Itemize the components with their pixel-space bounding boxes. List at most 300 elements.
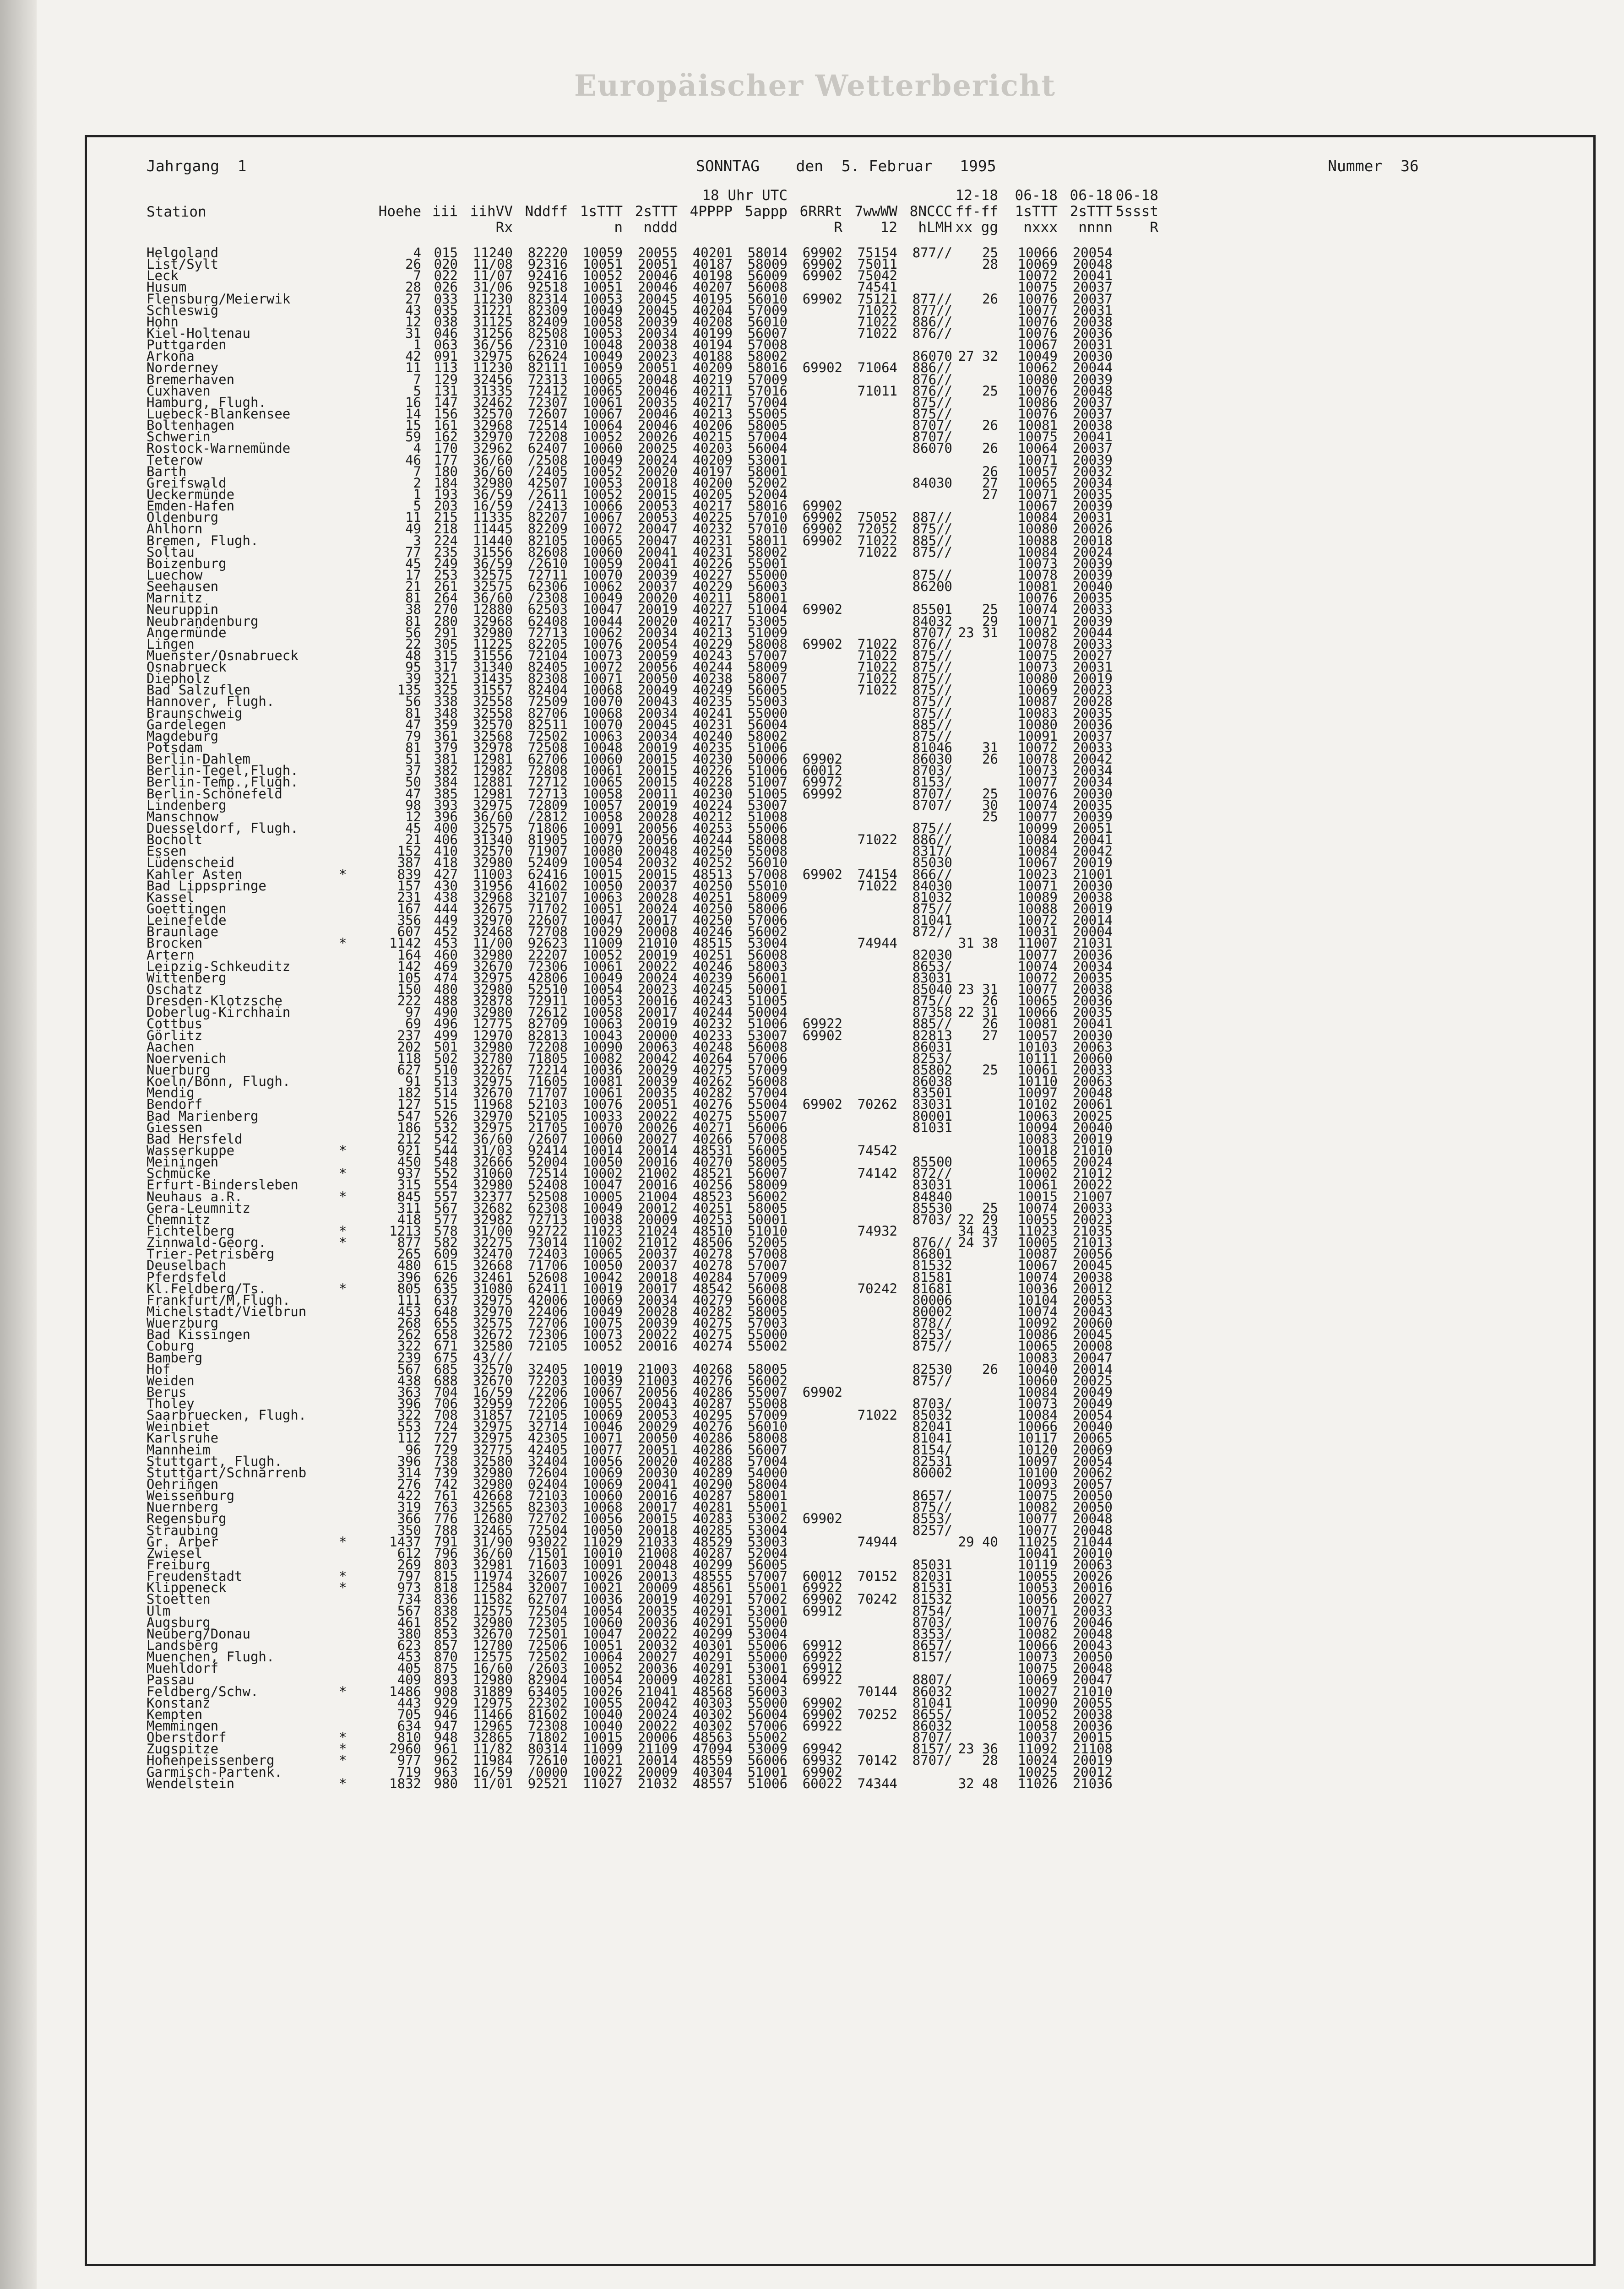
cell-nddff: 72708: [494, 926, 568, 938]
cell-iihvv: 12981: [440, 754, 513, 765]
cell-s1: 11009: [549, 938, 623, 949]
cell-t2: 20019: [1039, 1134, 1113, 1145]
cell-p4: 40217: [659, 397, 733, 408]
cell-a5: 57006: [714, 1720, 788, 1732]
cell-nddff: 72712: [494, 776, 568, 788]
cell-n8: 875//: [879, 708, 952, 719]
cell-hoehe: 276: [348, 1479, 421, 1490]
cell-t1: 10076: [984, 408, 1058, 420]
station-name: Schwerin: [147, 431, 211, 443]
cell-r6: 69902: [769, 1513, 842, 1524]
cell-s2: 21004: [604, 1191, 678, 1203]
cell-iii: 453: [385, 938, 458, 949]
cell-iii: 385: [385, 788, 458, 800]
cell-nddff: 81905: [494, 834, 568, 846]
cell-t1: 10077: [984, 949, 1058, 961]
cell-s2: 20037: [604, 1248, 678, 1260]
column-header-line: 1sTTT: [966, 204, 1058, 220]
cell-p4: 40187: [659, 259, 733, 270]
cell-nddff: 62308: [494, 1203, 568, 1214]
cell-n8: 8703/: [879, 1398, 952, 1410]
cell-t1: 10120: [984, 1444, 1058, 1456]
cell-t2: 20034: [1039, 776, 1113, 788]
cell-s2: 20009: [604, 1674, 678, 1686]
cell-iii: 400: [385, 823, 458, 834]
cell-iihvv: 43///: [440, 1352, 513, 1364]
cell-iihvv: 32377: [440, 1191, 513, 1203]
cell-s1: 10054: [549, 1606, 623, 1617]
cell-w7: 71022: [824, 1410, 897, 1421]
cell-t2: 21012: [1039, 1168, 1113, 1179]
cell-a5: 56008: [714, 1041, 788, 1053]
cell-t1: 10072: [984, 270, 1058, 282]
cell-hoehe: 921: [348, 1145, 421, 1156]
cell-s2: 20022: [604, 1628, 678, 1640]
cell-iihvv: 32575: [440, 581, 513, 592]
cell-iihvv: 36/60: [440, 455, 513, 466]
cell-s1: 10036: [549, 1594, 623, 1605]
cell-s2: 20018: [604, 1272, 678, 1283]
cell-hoehe: 453: [348, 1651, 421, 1663]
cell-s2: 20023: [604, 351, 678, 362]
cell-hoehe: 21: [348, 581, 421, 592]
cell-w7: 70262: [824, 1099, 897, 1110]
station-name: Klippeneck: [147, 1582, 227, 1594]
cell-p4: 40253: [659, 823, 733, 834]
cell-iihvv: 32670: [440, 1628, 513, 1640]
station-name: Gera-Leumnitz: [147, 1203, 250, 1214]
cell-iii: 544: [385, 1145, 458, 1156]
cell-iihvv: 11582: [440, 1594, 513, 1605]
cell-nddff: 80314: [494, 1743, 568, 1755]
station-name: Manschnow: [147, 811, 218, 823]
cell-a5: 56002: [714, 1375, 788, 1387]
cell-t2: 20037: [1039, 408, 1113, 420]
cell-iii: 315: [385, 650, 458, 662]
cell-s2: 20034: [604, 328, 678, 339]
cell-nddff: 72713: [494, 788, 568, 800]
mountain-station-marker: *: [339, 1237, 347, 1248]
cell-p4: 40232: [659, 1018, 733, 1030]
cell-s2: 20029: [604, 1421, 678, 1432]
cell-w7: 75154: [824, 247, 897, 259]
cell-r6: 69902: [769, 869, 842, 880]
cell-p4: 40285: [659, 1525, 733, 1536]
station-name: Helgoland: [147, 247, 218, 259]
cell-n8: 82030: [879, 949, 952, 961]
cell-s2: 20009: [604, 1582, 678, 1594]
cell-n8: 86070: [879, 443, 952, 454]
cell-s1: 10046: [549, 1421, 623, 1432]
cell-nddff: 71702: [494, 903, 568, 915]
cell-n8: 81531: [879, 1582, 952, 1594]
cell-t1: 10084: [984, 1410, 1058, 1421]
cell-ff: 23 31: [925, 984, 998, 995]
station-name: Osnabrueck: [147, 662, 227, 673]
station-name: Soltau: [147, 547, 195, 558]
cell-hoehe: 810: [348, 1732, 421, 1743]
cell-a5: 51006: [714, 1778, 788, 1790]
cell-n8: 875//: [879, 662, 952, 673]
cell-iihvv: 32970: [440, 915, 513, 926]
cell-t1: 10037: [984, 1732, 1058, 1743]
cell-iii: 738: [385, 1456, 458, 1467]
cell-s1: 10051: [549, 259, 623, 270]
mountain-station-marker: *: [339, 869, 347, 880]
station-name: Ahlhorn: [147, 523, 202, 535]
cell-t1: 10100: [984, 1467, 1058, 1479]
cell-t2: 21013: [1039, 1237, 1113, 1248]
cell-iii: 724: [385, 1421, 458, 1432]
cell-hoehe: 1: [348, 339, 421, 351]
cell-iihvv: 16/59: [440, 1767, 513, 1778]
station-name: Straubing: [147, 1525, 218, 1536]
cell-a5: 56005: [714, 684, 788, 696]
cell-nddff: 72711: [494, 570, 568, 581]
station-name: Leck: [147, 270, 179, 282]
cell-nddff: 72306: [494, 1329, 568, 1340]
cell-iii: 788: [385, 1525, 458, 1536]
cell-t2: 20048: [1039, 385, 1113, 397]
cell-iihvv: 32267: [440, 1064, 513, 1076]
cell-a5: 56008: [714, 1295, 788, 1306]
cell-hoehe: 142: [348, 961, 421, 972]
cell-t1: 10110: [984, 1076, 1058, 1087]
cell-nddff: 72508: [494, 742, 568, 754]
cell-s1: 10048: [549, 339, 623, 351]
cell-t2: 20026: [1039, 523, 1113, 535]
cell-s1: 10069: [549, 1479, 623, 1490]
cell-s2: 20019: [604, 800, 678, 811]
cell-t2: 20030: [1039, 351, 1113, 362]
cell-t1: 10071: [984, 1606, 1058, 1617]
cell-iii: 325: [385, 684, 458, 696]
cell-hoehe: 96: [348, 1444, 421, 1456]
cell-s2: 20034: [604, 627, 678, 639]
cell-a5: 55000: [714, 1698, 788, 1709]
cell-t2: 20035: [1039, 800, 1113, 811]
cell-s1: 10059: [549, 362, 623, 374]
cell-s2: 20016: [604, 1340, 678, 1352]
cell-nddff: 82207: [494, 512, 568, 523]
station-name: Wuerzburg: [147, 1318, 218, 1329]
cell-hoehe: 356: [348, 915, 421, 926]
column-header-line: Rx: [421, 220, 513, 236]
cell-t2: 20038: [1039, 1272, 1113, 1283]
column-header-line: 06-18: [1067, 188, 1158, 204]
cell-t1: 10067: [984, 857, 1058, 868]
cell-w7: 71022: [824, 535, 897, 547]
cell-hoehe: 627: [348, 1064, 421, 1076]
cell-t2: 20041: [1039, 431, 1113, 443]
cell-iihvv: 32580: [440, 1340, 513, 1352]
cell-p4: 40246: [659, 961, 733, 972]
cell-iihvv: 11445: [440, 523, 513, 535]
cell-s1: 10082: [549, 1053, 623, 1064]
cell-iii: 803: [385, 1559, 458, 1571]
cell-w7: 74541: [824, 282, 897, 293]
cell-p4: 40281: [659, 1674, 733, 1686]
cell-s1: 11027: [549, 1778, 623, 1790]
cell-iihvv: 32570: [440, 719, 513, 731]
cell-t2: 21001: [1039, 869, 1113, 880]
mountain-station-marker: *: [339, 1743, 347, 1755]
cell-t1: 10052: [984, 1709, 1058, 1720]
cell-iihvv: 16/59: [440, 500, 513, 512]
cell-t1: 10065: [984, 1156, 1058, 1168]
cell-p4: 40291: [659, 1594, 733, 1605]
cell-iihvv: 32980: [440, 1467, 513, 1479]
cell-a5: 58009: [714, 662, 788, 673]
cell-iii: 963: [385, 1767, 458, 1778]
cell-a5: 56007: [714, 328, 788, 339]
station-name: Berlin-Tegel,Flugh.: [147, 765, 299, 776]
cell-t1: 10084: [984, 512, 1058, 523]
cell-p4: 40239: [659, 972, 733, 984]
cell-t1: 10005: [984, 1237, 1058, 1248]
cell-a5: 57008: [714, 1248, 788, 1260]
cell-hoehe: 634: [348, 1720, 421, 1732]
cell-p4: 40194: [659, 339, 733, 351]
cell-s2: 21002: [604, 1168, 678, 1179]
cell-a5: 51006: [714, 1018, 788, 1030]
cell-iii: 393: [385, 800, 458, 811]
cell-hoehe: 202: [348, 1041, 421, 1053]
mountain-station-marker: *: [339, 1191, 347, 1203]
cell-nddff: 62707: [494, 1594, 568, 1605]
cell-s2: 21003: [604, 1364, 678, 1375]
cell-r6: 69912: [769, 1663, 842, 1674]
cell-s2: 20009: [604, 1214, 678, 1226]
cell-r6: 69902: [769, 523, 842, 535]
cell-t2: 20031: [1039, 662, 1113, 673]
cell-nddff: 72809: [494, 800, 568, 811]
cell-p4: 40290: [659, 1479, 733, 1490]
cell-hoehe: 212: [348, 1134, 421, 1145]
cell-s1: 10049: [549, 351, 623, 362]
cell-t1: 10084: [984, 547, 1058, 558]
cell-iii: 499: [385, 1030, 458, 1041]
cell-a5: 55007: [714, 1111, 788, 1122]
cell-s1: 10051: [549, 1640, 623, 1651]
cell-s1: 10079: [549, 834, 623, 846]
cell-s1: 10060: [549, 754, 623, 765]
cell-p4: 40256: [659, 1179, 733, 1191]
cell-p4: 40217: [659, 616, 733, 627]
cell-w7: 71011: [824, 385, 897, 397]
cell-iii: 022: [385, 270, 458, 282]
cell-s2: 20000: [604, 1030, 678, 1041]
cell-a5: 58008: [714, 639, 788, 650]
cell-t2: 21007: [1039, 1191, 1113, 1203]
cell-t2: 20037: [1039, 731, 1113, 742]
station-name: Landsberg: [147, 1640, 218, 1651]
cell-iihvv: 32980: [440, 1007, 513, 1018]
cell-iii: 870: [385, 1651, 458, 1663]
cell-n8: 82531: [879, 1456, 952, 1467]
cell-iihvv: 36/60: [440, 1134, 513, 1145]
cell-p4: 40217: [659, 500, 733, 512]
cell-ff: 24 37: [925, 1237, 998, 1248]
cell-n8: 872//: [879, 1168, 952, 1179]
cell-s1: 10070: [549, 1122, 623, 1134]
cell-iii: 406: [385, 834, 458, 846]
cell-s1: 10060: [549, 1490, 623, 1502]
cell-iii: 156: [385, 408, 458, 420]
cell-nddff: /2812: [494, 811, 568, 823]
cell-s1: 10047: [549, 915, 623, 926]
cell-iihvv: 32980: [440, 984, 513, 995]
cell-hoehe: 443: [348, 1698, 421, 1709]
cell-t2: 20019: [1039, 903, 1113, 915]
cell-iii: 193: [385, 489, 458, 500]
cell-s2: 20056: [604, 1387, 678, 1398]
cell-s2: 20019: [604, 949, 678, 961]
cell-s2: 20019: [604, 742, 678, 754]
cell-t1: 10102: [984, 1099, 1058, 1110]
cell-p4: 40231: [659, 719, 733, 731]
cell-n8: 83031: [879, 972, 952, 984]
cell-a5: 57002: [714, 1594, 788, 1605]
cell-a5: 57010: [714, 523, 788, 535]
cell-s1: 10062: [549, 627, 623, 639]
cell-a5: 53007: [714, 800, 788, 811]
cell-iii: 875: [385, 1663, 458, 1674]
cell-hoehe: 17: [348, 570, 421, 581]
mountain-station-marker: *: [339, 1582, 347, 1594]
cell-w7: 72052: [824, 523, 897, 535]
cell-w7: 75042: [824, 270, 897, 282]
mountain-station-marker: *: [339, 1571, 347, 1582]
cell-nddff: 72509: [494, 696, 568, 707]
cell-t1: 10066: [984, 1007, 1058, 1018]
station-name: Leipzig-Schkeuditz: [147, 961, 290, 972]
cell-s2: 20032: [604, 1640, 678, 1651]
station-name: Kahler Asten: [147, 869, 243, 880]
cell-hoehe: 182: [348, 1087, 421, 1099]
station-name: Luechow: [147, 570, 202, 581]
cell-iii: 361: [385, 731, 458, 742]
cell-iii: 488: [385, 995, 458, 1007]
cell-s1: 10075: [549, 1318, 623, 1329]
cell-a5: 58001: [714, 592, 788, 604]
cell-t2: 20030: [1039, 788, 1113, 800]
cell-t2: 20012: [1039, 1767, 1113, 1778]
cell-p4: 40283: [659, 1513, 733, 1524]
cell-t1: 10031: [984, 926, 1058, 938]
cell-n8: 84840: [879, 1191, 952, 1203]
station-name: Barth: [147, 466, 186, 477]
cell-hoehe: 438: [348, 1375, 421, 1387]
cell-iihvv: 32865: [440, 1732, 513, 1743]
cell-iii: 359: [385, 719, 458, 731]
cell-hoehe: 118: [348, 1053, 421, 1064]
cell-iihvv: 31340: [440, 662, 513, 673]
cell-nddff: 82314: [494, 293, 568, 305]
cell-nddff: 63405: [494, 1686, 568, 1698]
cell-iihvv: 31556: [440, 547, 513, 558]
cell-hoehe: 14: [348, 408, 421, 420]
cell-t2: 20039: [1039, 455, 1113, 466]
cell-iii: 947: [385, 1720, 458, 1732]
column-header-line: Nddff: [476, 204, 568, 220]
cell-hoehe: 26: [348, 259, 421, 270]
cell-w7: 74944: [824, 938, 897, 949]
cell-t1: 10073: [984, 1651, 1058, 1663]
cell-nddff: 62503: [494, 604, 568, 615]
cell-s2: 20051: [604, 1444, 678, 1456]
cell-s1: 10029: [549, 926, 623, 938]
cell-s2: 20008: [604, 926, 678, 938]
cell-t1: 10088: [984, 903, 1058, 915]
cell-p4: 40241: [659, 708, 733, 719]
cell-iii: 063: [385, 339, 458, 351]
cell-hoehe: 98: [348, 800, 421, 811]
cell-hoehe: 43: [348, 305, 421, 316]
cell-iii: 761: [385, 1490, 458, 1502]
cell-t1: 10076: [984, 788, 1058, 800]
cell-iii: 818: [385, 1582, 458, 1594]
cell-p4: 40200: [659, 477, 733, 489]
cell-iii: 582: [385, 1237, 458, 1248]
cell-s1: 10080: [549, 846, 623, 857]
cell-t1: 10117: [984, 1432, 1058, 1444]
cell-iii: 235: [385, 547, 458, 558]
cell-s2: 20034: [604, 1295, 678, 1306]
cell-iii: 637: [385, 1295, 458, 1306]
cell-n8: 887//: [879, 512, 952, 523]
cell-t2: 20033: [1039, 1203, 1113, 1214]
cell-s1: 10068: [549, 684, 623, 696]
cell-n8: 875//: [879, 696, 952, 707]
cell-iihvv: 32975: [440, 351, 513, 362]
cell-hoehe: 97: [348, 1007, 421, 1018]
cell-hoehe: 480: [348, 1260, 421, 1271]
cell-s1: 10063: [549, 892, 623, 903]
cell-t1: 10081: [984, 581, 1058, 592]
station-name: Braunlage: [147, 926, 218, 938]
cell-p4: 40212: [659, 811, 733, 823]
cell-iihvv: 36/59: [440, 558, 513, 570]
cell-s1: 10073: [549, 650, 623, 662]
cell-s1: 10005: [549, 1191, 623, 1203]
cell-iihvv: 32980: [440, 1479, 513, 1490]
cell-t1: 10078: [984, 754, 1058, 765]
cell-iii: 379: [385, 742, 458, 754]
cell-a5: 51005: [714, 788, 788, 800]
cell-p4: 40244: [659, 834, 733, 846]
cell-p4: 40278: [659, 1260, 733, 1271]
cell-iii: 948: [385, 1732, 458, 1743]
cell-iii: 162: [385, 431, 458, 443]
cell-iihvv: 12975: [440, 1698, 513, 1709]
cell-t1: 10036: [984, 1283, 1058, 1295]
cell-t2: 20015: [1039, 1732, 1113, 1743]
cell-t1: 10080: [984, 719, 1058, 731]
cell-s1: 10038: [549, 1214, 623, 1226]
cell-iihvv: 12980: [440, 1674, 513, 1686]
cell-iii: 742: [385, 1479, 458, 1490]
cell-s2: 20056: [604, 834, 678, 846]
cell-a5: 55002: [714, 1732, 788, 1743]
cell-r6: 69972: [769, 776, 842, 788]
cell-s2: 20037: [604, 581, 678, 592]
cell-w7: 71022: [824, 880, 897, 892]
cell-hoehe: 46: [348, 455, 421, 466]
station-name: List/Sylt: [147, 259, 218, 270]
cell-iii: 708: [385, 1410, 458, 1421]
cell-iii: 427: [385, 869, 458, 880]
